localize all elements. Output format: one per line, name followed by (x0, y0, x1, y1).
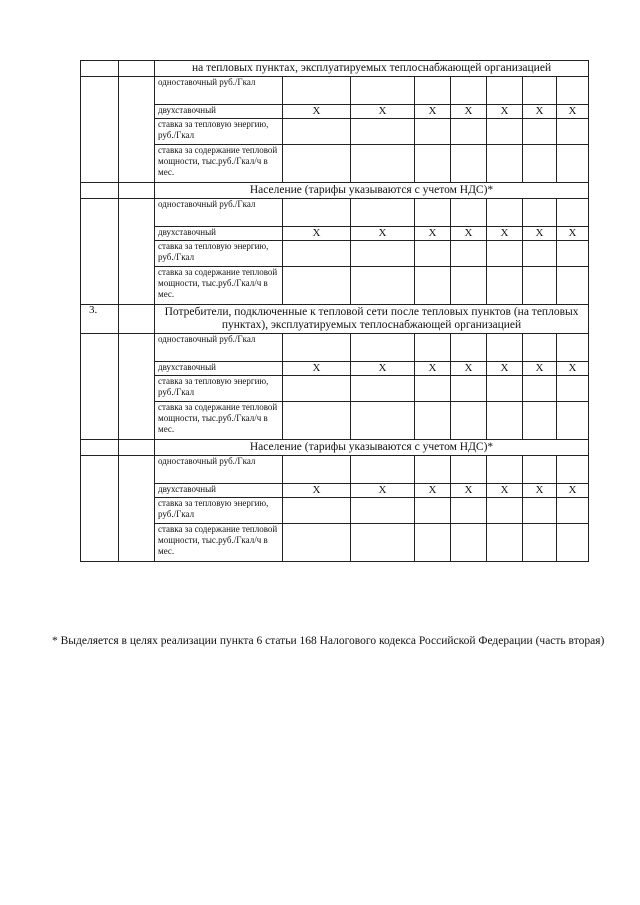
value-cell (415, 199, 451, 227)
empty-cell (119, 61, 155, 77)
rate-row (81, 334, 589, 362)
section-title: на тепловых пунктах, эксплуатируемых теплоснабжающей организацией (155, 61, 589, 77)
value-cell (415, 456, 451, 484)
value-cell (283, 241, 351, 267)
value-cell (487, 498, 523, 524)
value-cell (523, 77, 557, 105)
cross-mark: X (523, 484, 557, 498)
value-cell (351, 199, 415, 227)
rate-label: ставка за тепловую энергию, руб./Гкал (155, 498, 283, 524)
rate-label: ставка за содержание тепловой мощности, тыс.руб./Гкал/ч в мес. (155, 145, 283, 183)
value-cell (523, 524, 557, 562)
cross-mark: X (487, 105, 523, 119)
value-cell (415, 334, 451, 362)
cross-mark: X (351, 227, 415, 241)
value-cell (451, 334, 487, 362)
empty-cell (119, 440, 155, 456)
value-cell (415, 376, 451, 402)
value-cell (523, 334, 557, 362)
empty-cell (119, 77, 155, 183)
value-cell (451, 241, 487, 267)
rate-label: ставка за содержание тепловой мощности, тыс.руб./Гкал/ч в мес. (155, 402, 283, 440)
section-row (81, 61, 589, 77)
value-cell (557, 456, 589, 484)
value-cell (487, 456, 523, 484)
value-cell (557, 267, 589, 305)
value-cell (283, 456, 351, 484)
rate-row (81, 105, 589, 119)
value-cell (283, 402, 351, 440)
value-cell (415, 241, 451, 267)
rate-label: ставка за тепловую энергию, руб./Гкал (155, 241, 283, 267)
value-cell (351, 524, 415, 562)
cross-mark: X (351, 362, 415, 376)
rate-label: ставка за содержание тепловой мощности, тыс.руб./Гкал/ч в мес. (155, 524, 283, 562)
value-cell (487, 119, 523, 145)
rate-row (81, 145, 589, 183)
section-number (81, 440, 119, 456)
cross-mark: X (351, 105, 415, 119)
rate-label: одноставочный руб./Гкал (155, 334, 283, 362)
value-cell (487, 267, 523, 305)
value-cell (351, 334, 415, 362)
section-row (81, 305, 589, 334)
section-number: 3. (81, 305, 119, 334)
value-cell (451, 402, 487, 440)
rate-row (81, 241, 589, 267)
rate-row (81, 498, 589, 524)
value-cell (451, 77, 487, 105)
rate-row (81, 456, 589, 484)
value-cell (557, 402, 589, 440)
value-cell (557, 199, 589, 227)
cross-mark: X (451, 227, 487, 241)
value-cell (415, 498, 451, 524)
value-cell (557, 145, 589, 183)
rate-label: одноставочный руб./Гкал (155, 199, 283, 227)
rate-label: одноставочный руб./Гкал (155, 456, 283, 484)
value-cell (523, 376, 557, 402)
rate-row (81, 362, 589, 376)
value-cell (487, 524, 523, 562)
section-number (81, 61, 119, 77)
section-title: Население (тарифы указываются с учетом НДС)* (155, 440, 589, 456)
value-cell (351, 241, 415, 267)
cross-mark: X (487, 227, 523, 241)
rate-row (81, 524, 589, 562)
section-row (81, 440, 589, 456)
value-cell (451, 145, 487, 183)
value-cell (283, 119, 351, 145)
cross-mark: X (523, 105, 557, 119)
rate-label: одноставочный руб./Гкал (155, 77, 283, 105)
value-cell (351, 119, 415, 145)
value-cell (487, 334, 523, 362)
value-cell (487, 402, 523, 440)
tariff-table (80, 60, 589, 562)
value-cell (523, 267, 557, 305)
rate-label: ставка за тепловую энергию, руб./Гкал (155, 376, 283, 402)
value-cell (451, 456, 487, 484)
value-cell (351, 376, 415, 402)
empty-cell (81, 456, 119, 562)
rate-label: двухставочный (155, 105, 283, 119)
value-cell (557, 524, 589, 562)
rate-label: ставка за тепловую энергию, руб./Гкал (155, 119, 283, 145)
value-cell (351, 456, 415, 484)
empty-cell (119, 334, 155, 440)
value-cell (557, 119, 589, 145)
value-cell (351, 145, 415, 183)
empty-cell (81, 334, 119, 440)
rate-row (81, 484, 589, 498)
value-cell (283, 267, 351, 305)
empty-cell (119, 183, 155, 199)
value-cell (415, 267, 451, 305)
value-cell (557, 334, 589, 362)
value-cell (283, 524, 351, 562)
value-cell (487, 145, 523, 183)
value-cell (283, 376, 351, 402)
rate-row (81, 402, 589, 440)
value-cell (283, 199, 351, 227)
value-cell (557, 241, 589, 267)
value-cell (451, 498, 487, 524)
rate-row (81, 199, 589, 227)
rate-label: ставка за содержание тепловой мощности, тыс.руб./Гкал/ч в мес. (155, 267, 283, 305)
rate-label: двухставочный (155, 362, 283, 376)
cross-mark: X (415, 105, 451, 119)
cross-mark: X (557, 227, 589, 241)
section-number (81, 183, 119, 199)
cross-mark: X (351, 484, 415, 498)
cross-mark: X (523, 227, 557, 241)
empty-cell (81, 199, 119, 305)
empty-cell (119, 199, 155, 305)
value-cell (283, 498, 351, 524)
value-cell (557, 376, 589, 402)
cross-mark: X (283, 105, 351, 119)
rate-row (81, 267, 589, 305)
value-cell (523, 456, 557, 484)
empty-cell (119, 456, 155, 562)
rate-label: двухставочный (155, 227, 283, 241)
rate-row (81, 227, 589, 241)
value-cell (415, 119, 451, 145)
section-title: Потребители, подключенные к тепловой сети после тепловых пунктов (на тепловых пунктах), эксплуатируемых теплоснабжающей организацией (155, 305, 589, 334)
cross-mark: X (487, 362, 523, 376)
rate-row (81, 77, 589, 105)
cross-mark: X (451, 105, 487, 119)
cross-mark: X (283, 227, 351, 241)
value-cell (283, 145, 351, 183)
value-cell (451, 524, 487, 562)
value-cell (451, 199, 487, 227)
cross-mark: X (283, 362, 351, 376)
value-cell (523, 145, 557, 183)
value-cell (487, 77, 523, 105)
cross-mark: X (451, 484, 487, 498)
value-cell (557, 77, 589, 105)
cross-mark: X (487, 484, 523, 498)
section-title: Население (тарифы указываются с учетом НДС)* (155, 183, 589, 199)
value-cell (487, 241, 523, 267)
value-cell (523, 498, 557, 524)
value-cell (451, 267, 487, 305)
value-cell (523, 199, 557, 227)
value-cell (523, 241, 557, 267)
value-cell (415, 145, 451, 183)
cross-mark: X (557, 484, 589, 498)
cross-mark: X (451, 362, 487, 376)
value-cell (487, 199, 523, 227)
value-cell (351, 402, 415, 440)
cross-mark: X (523, 362, 557, 376)
cross-mark: X (283, 484, 351, 498)
cross-mark: X (415, 484, 451, 498)
rate-label: двухставочный (155, 484, 283, 498)
value-cell (283, 77, 351, 105)
value-cell (557, 498, 589, 524)
value-cell (283, 334, 351, 362)
value-cell (351, 77, 415, 105)
value-cell (351, 498, 415, 524)
cross-mark: X (557, 105, 589, 119)
value-cell (487, 376, 523, 402)
value-cell (523, 119, 557, 145)
value-cell (351, 267, 415, 305)
value-cell (415, 77, 451, 105)
value-cell (415, 402, 451, 440)
cross-mark: X (557, 362, 589, 376)
section-row (81, 183, 589, 199)
value-cell (415, 524, 451, 562)
cross-mark: X (415, 362, 451, 376)
footnote: * Выделяется в целях реализации пункта 6 статьи 168 Налогового кодекса Российской Федерации (часть вторая) (52, 635, 605, 647)
empty-cell (81, 77, 119, 183)
value-cell (523, 402, 557, 440)
rate-row (81, 119, 589, 145)
value-cell (451, 119, 487, 145)
cross-mark: X (415, 227, 451, 241)
value-cell (451, 376, 487, 402)
rate-row (81, 376, 589, 402)
empty-cell (119, 305, 155, 334)
